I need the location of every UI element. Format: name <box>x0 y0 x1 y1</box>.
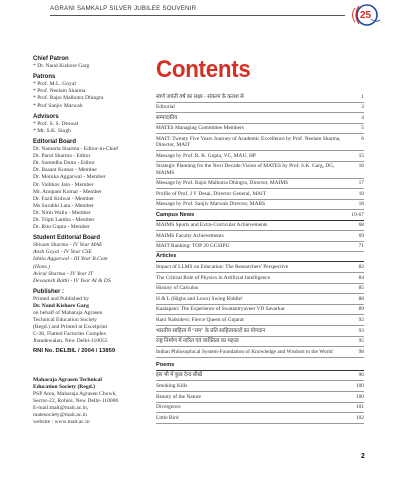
sidebar-line: website : www.mait.ac.in <box>33 419 90 426</box>
toc-entry <box>156 92 364 103</box>
toc-entry <box>156 337 364 348</box>
toc-entry-title: Campus News <box>156 211 195 218</box>
sidebar-line: (Regd.) and Printed at Excelprint <box>33 324 108 331</box>
sidebar-line: on behalf of Maharaja Agrasen <box>33 310 103 317</box>
toc-entry-page: 18 <box>358 201 364 208</box>
sidebar-line: * Prof. Neelam Sharma <box>33 88 86 95</box>
page-header <box>0 0 401 28</box>
sidebar-line: Sector-22, Rohini, New Delhi-110086 <box>33 397 119 404</box>
header-divider <box>50 15 345 16</box>
patrons-heading: Patrons <box>33 74 56 81</box>
toc-entry <box>156 124 364 135</box>
toc-entry-page: 6 <box>361 135 364 142</box>
toc-entry <box>156 347 364 358</box>
toc-entry-page: 85 <box>358 285 364 292</box>
toc-entry-page: 69 <box>358 232 364 239</box>
advisors-names <box>33 121 121 135</box>
toc-entry <box>156 403 364 414</box>
toc-entry-title: MATES Managing Committee Members <box>156 125 244 132</box>
toc-entry-title: भारतीय साहित्य में "राम" के प्रति साहित्यकारों का योगदान <box>156 327 266 334</box>
toc-entry-title: Impact of LLMS on Education: The Researchers' Perspective <box>156 264 289 271</box>
sidebar-line: Maharaja Agrasen Technical <box>33 376 102 383</box>
sidebar-line: Dr. Parul Sharma - Editor <box>33 153 91 160</box>
sidebar-line: Dr. Fazil Kidwai - Member <box>33 195 95 202</box>
silver-jubilee-logo <box>343 2 381 28</box>
sidebar-line: Technical Education Society <box>33 317 97 324</box>
sidebar-line: Devaansh Rathi - IV Year AI & DS <box>33 277 111 284</box>
publisher-name: Dr. Nand Kishore Garg <box>33 303 89 309</box>
toc-entry-title: Smoking Kills <box>156 383 188 389</box>
sidebar-line: Ishita Aggarwal - III Year B.Com (Hons.) <box>33 256 108 270</box>
toc-entry-title: MAIMS Sports and Extra-Curricular Achievements <box>156 222 268 229</box>
toc-entry-title: The Critical Role of Physics in Artificial Intelligence <box>156 274 271 281</box>
logo-number: 25 <box>360 10 372 21</box>
toc-entry-page: 102 <box>355 414 364 421</box>
souvenir-title: AGRANI SAMKALP SILVER JUBILEE SOUVENIR <box>50 5 197 12</box>
toc-entry <box>156 294 364 305</box>
toc-entry-page: 100 <box>355 393 364 400</box>
toc-entry-title: Strategic Planning for the Next Decade:Vision of MATES by Prof. S.K. Garg, DG, MAIMS <box>156 163 335 176</box>
toc-entry-title: Divergence <box>156 404 181 411</box>
sidebar-line: Ms Surabhi Lata - Member <box>33 202 94 209</box>
sidebar-line: Dr. Basant Kumar - Member <box>33 167 98 174</box>
toc-entry-title: Indian Philosophical System-Foundation of Knowledge and Wisdom to the World <box>156 348 333 355</box>
toc-entry <box>156 305 364 316</box>
toc-entry-page: 98 <box>358 348 364 355</box>
toc-entry <box>156 242 364 253</box>
publisher-details <box>33 310 121 345</box>
society-address <box>33 391 121 426</box>
rni-number: RNI No. DELBIL / 2004 / 13859 <box>33 347 116 354</box>
toc-entry-title: इस भी में कुछ देना सीखें <box>156 372 203 379</box>
society-name <box>33 377 121 391</box>
toc-entry <box>156 103 364 114</box>
toc-entry-page: 84 <box>358 274 364 281</box>
toc-entry-title: Articles <box>156 253 177 260</box>
toc-entry <box>156 162 364 179</box>
chief-patron-names <box>33 63 121 70</box>
toc-entry-title: Rani Naikidevi: Fierce Queen of Gujarat <box>156 316 244 323</box>
sidebar-line: Dr. Sumedha Dutta - Editor <box>33 160 95 167</box>
toc-entry <box>156 371 364 382</box>
toc-entry <box>156 381 364 392</box>
toc-entry <box>156 179 364 190</box>
sidebar-line: Dr. Namarta Sharma - Editor-in-Chief <box>33 146 119 153</box>
toc-entry-page: 92 <box>358 316 364 323</box>
patrons-names <box>33 81 121 109</box>
toc-entry-page: 17 <box>358 180 364 187</box>
table-of-contents <box>156 92 364 424</box>
toc-entry-page: 15 <box>358 152 364 159</box>
toc-entry <box>156 273 364 284</box>
toc-entry-page: 96 <box>358 372 364 379</box>
toc-entry <box>156 231 364 242</box>
toc-entry-title: Message by Prof. Rajni Malhotra Dhingra, Director, MAIMS <box>156 180 289 187</box>
toc-entry-page: 1 <box>361 93 364 100</box>
toc-entry-page: 101 <box>355 404 364 411</box>
sidebar-line: Dr. Vaibhav Jain - Member <box>33 181 94 188</box>
sidebar-line: C-36, Flatted Factories Complex <box>33 331 107 338</box>
toc-entry-page: 3 <box>361 104 364 111</box>
toc-entry-page: 16 <box>358 163 364 170</box>
sidebar-line: matesociety@mait.ac.in <box>33 412 87 419</box>
toc-entry <box>156 413 364 424</box>
toc-entry-title: MAIMS Faculty Achievements <box>156 232 224 239</box>
toc-entry-title: MAIT Ranking: TOP 20 GGSIPU <box>156 243 230 250</box>
toc-section-heading <box>156 252 364 262</box>
toc-entry-title: H & L (Highs and Lows) Swing Riddle! <box>156 295 243 302</box>
sidebar-line: * Prof Sanjiv Marwah <box>33 102 83 109</box>
toc-entry-title: Beauty of the Nature <box>156 393 202 400</box>
toc-entry-title: राष्ट्र निर्माण में नारित एवं व्यक्तित्व का महत्त्व <box>156 338 239 345</box>
publisher-lines <box>33 296 121 303</box>
toc-entry-page: 71 <box>358 243 364 250</box>
toc-entry-title: Poems <box>156 361 175 368</box>
sidebar-line: Shivam Sharma - IV Year MAE <box>33 242 103 249</box>
toc-entry-page: 89 <box>358 306 364 313</box>
sidebar-line: * Dr. Nand Kishore Garg <box>33 63 90 70</box>
toc-entry-page: 82 <box>358 264 364 271</box>
toc-entry-title: स्वर्ण जयंती वर्ष का लक्ष्य - संकल्प के कलश से <box>156 93 244 100</box>
toc-entry <box>156 200 364 211</box>
publisher-heading: Publisher : <box>33 288 65 295</box>
toc-entry <box>156 221 364 232</box>
page-title: Contents <box>156 56 251 83</box>
toc-section-heading <box>156 361 364 371</box>
toc-entry <box>156 113 364 124</box>
toc-entry-page: 88 <box>358 295 364 302</box>
student-board-heading: Student Editorial Board <box>33 235 101 242</box>
sidebar-line: * Prof. S. S. Deswal <box>33 120 79 127</box>
sidebar-line: Dr. Tripti Lamba - Member <box>33 216 95 223</box>
sidebar-line: Mr. Anupam Kumar - Member <box>33 188 102 195</box>
editorial-board-heading: Editorial Board <box>33 138 77 145</box>
toc-entry-page: 5 <box>361 125 364 132</box>
toc-entry-page: 100 <box>355 383 364 389</box>
toc-entry <box>156 392 364 403</box>
toc-entry-title: Message by Prof. R. K. Gupta, VC, MAU, HP <box>156 152 256 159</box>
toc-entry <box>156 189 364 200</box>
toc-entry-title: Little Bird <box>156 414 179 421</box>
sidebar-line: * Prof. Rajni Malhotra Dhingra <box>33 95 104 102</box>
toc-entry-title: Profile of Prof. J V Desai, Director General, MAIT <box>156 190 267 197</box>
page-number: 2 <box>361 453 365 460</box>
toc-entry <box>156 262 364 273</box>
toc-section-heading <box>156 210 364 220</box>
toc-entry-page: 4 <box>361 114 364 121</box>
toc-entry-page: 19-67 <box>351 211 364 218</box>
toc-entry <box>156 134 364 151</box>
sidebar-line: Education Society (Regd.) <box>33 383 95 390</box>
toc-entry-title: Editorial <box>156 104 175 111</box>
advisors-heading: Advisors <box>33 113 59 120</box>
toc-entry-page: 68 <box>358 222 364 229</box>
sidebar-line: Dr. Monika Aggarwal - Member <box>33 174 106 181</box>
sidebar-line: * Mr. S.K. Singh <box>33 127 71 134</box>
sidebar-line: * Prof. M.L. Goyal <box>33 81 76 88</box>
toc-entry <box>156 326 364 337</box>
masthead-sidebar <box>33 56 121 426</box>
sidebar-line: PSP Area, Maharaja Agrasen Chowk, <box>33 390 117 397</box>
toc-entry-page: 95 <box>358 338 364 345</box>
toc-entry-title: MAIT: Twenty Five Years Journey of Academic Excellence by Prof. Neelam Sharma, Director, MAIT <box>156 135 341 149</box>
sidebar-line: Dr. Ritu Gupta - Member <box>33 224 90 231</box>
sidebar-line: E-mail:mait@mait.ac.in, <box>33 405 89 412</box>
toc-entry-page: 93 <box>358 327 364 334</box>
toc-entry-title: सम्पादकीय <box>156 114 178 121</box>
sidebar-line: Jhandewalan, New Delhi-110055 <box>33 338 108 345</box>
student-board-names <box>33 242 121 285</box>
sidebar-line: Ansh Goyal - IV Year CSE <box>33 249 92 256</box>
toc-entry-title: Kaalapani: The Experience of Swatantryaveer VD Savarkar <box>156 306 285 313</box>
toc-entry-title: History of Calculus <box>156 285 199 292</box>
sidebar-line: Printed and Published by <box>33 295 90 302</box>
sidebar-line: Dr. Nitin Walia - Member <box>33 209 91 216</box>
toc-entry <box>156 284 364 295</box>
editorial-board-names <box>33 146 121 231</box>
toc-entry <box>156 151 364 162</box>
toc-entry-page: 18 <box>358 190 364 197</box>
chief-patron-heading: Chief Patron <box>33 56 69 62</box>
toc-entry <box>156 315 364 326</box>
toc-entry-title: Message by Prof. Sanjiv Marwah Director, MABS <box>156 201 266 208</box>
sidebar-line: Avirul Sharma - IV Year IT <box>33 270 94 277</box>
